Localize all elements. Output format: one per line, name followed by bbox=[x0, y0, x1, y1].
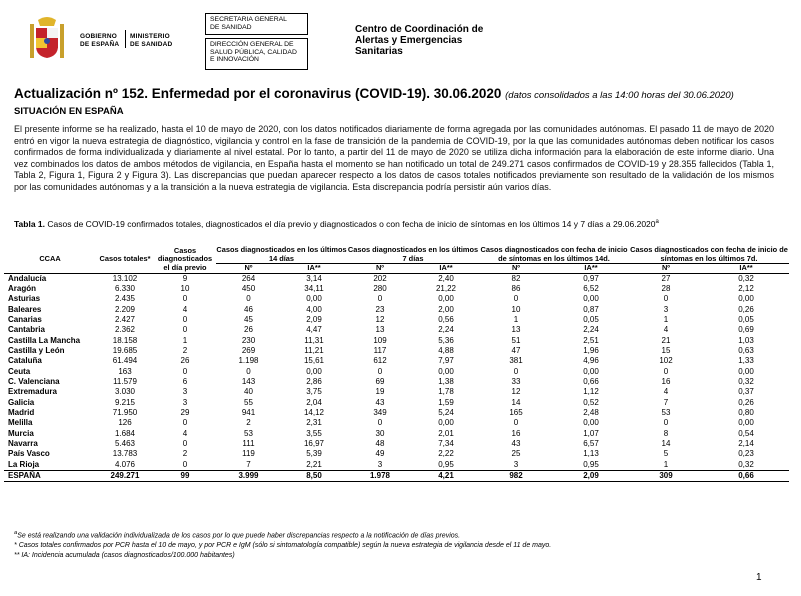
table-row bbox=[4, 294, 789, 304]
direccion-box: DIRECCIÓN GENERAL DE SALUD PÚBLICA, CALIDAD E INNOVACIÓN bbox=[205, 38, 308, 70]
value-cell: 47 bbox=[511, 345, 521, 355]
value-cell: 309 bbox=[629, 471, 703, 482]
intro-paragraph: El presente informe se ha realizado, hasta el 10 de mayo de 2020, con los datos notificados diariamente de forma agregada por las comunidades autónomas. El pasado 11 de mayo de 2020 entró en vigor la nueva estrategia de diagnóstico, vigilancia y control en la fase de transición de la pandemia de COVID-19, por la que las comunidades autónomas deben notificar los casos confirmados de forma individualizada y diariamente al nivel estatal. Por lo tanto, a partir del 11 de mayo de 2020 se utiliza dicha información para la elaboración de este informe diario. Una vez combinados los datos de ambos métodos de vigilancia, en España hasta el momento se han notificado un total de 249.271 casos confirmados de COVID-19 y 28.355 fallecidos (Tabla 1, Tabla 2, Figura 1, Figura 2 y Figura 3). Las discrepancias que puedan aparecer respecto a los datos de casos totales notificados previamente son resultado de la validación de los mismos por las comunidades autónomas y a la transición a la nueva estrategia de vigilancia. Esta discrepancia podría persistir aún varios días. bbox=[14, 124, 774, 192]
value-cell: 9.215 bbox=[114, 397, 136, 407]
table-row bbox=[4, 273, 789, 284]
value-cell: 28 bbox=[661, 283, 671, 293]
value-cell: 12 bbox=[511, 387, 521, 397]
table-row bbox=[4, 346, 789, 356]
value-cell: 202 bbox=[373, 273, 387, 283]
value-cell: 3,55 bbox=[306, 428, 322, 438]
value-cell: 0 bbox=[182, 418, 188, 428]
value-cell: 1 bbox=[663, 314, 669, 324]
footnotes bbox=[14, 528, 551, 561]
value-cell: 0,00 bbox=[583, 294, 599, 304]
value-cell: 43 bbox=[375, 397, 385, 407]
value-cell: 0 bbox=[663, 418, 669, 428]
value-cell: 941 bbox=[241, 407, 256, 417]
value-cell: 49 bbox=[375, 449, 385, 459]
ccaa-cell: Galicia bbox=[8, 397, 35, 407]
value-cell: 14 bbox=[661, 439, 671, 448]
value-cell: 2,31 bbox=[306, 418, 322, 428]
value-cell: 11.579 bbox=[113, 376, 137, 386]
value-cell: 1,13 bbox=[583, 449, 599, 459]
value-cell: 2,14 bbox=[738, 439, 754, 448]
table-row bbox=[4, 418, 789, 428]
ccaa-cell: Baleares bbox=[8, 304, 42, 314]
value-cell: 0 bbox=[182, 314, 188, 324]
ccaa-cell: Ceuta bbox=[8, 366, 31, 376]
table-row bbox=[4, 387, 789, 397]
value-cell: 0,66 bbox=[703, 471, 789, 482]
value-cell: 1 bbox=[513, 314, 519, 324]
value-cell: 5,36 bbox=[438, 335, 454, 345]
ccaa-cell: Murcia bbox=[8, 428, 34, 438]
table-row bbox=[4, 439, 789, 449]
value-cell: 13 bbox=[375, 325, 385, 335]
value-cell: 4.076 bbox=[114, 459, 136, 469]
value-cell: 1,96 bbox=[583, 345, 599, 355]
value-cell: 0,00 bbox=[583, 418, 599, 428]
header-n: Nº bbox=[629, 264, 703, 274]
value-cell: 102 bbox=[659, 356, 673, 366]
government-label: GOBIERNO DE ESPAÑA bbox=[80, 33, 120, 48]
value-cell: 3 bbox=[663, 304, 669, 314]
value-cell: 4,96 bbox=[583, 356, 599, 366]
header-divider bbox=[125, 30, 126, 48]
table-row bbox=[4, 315, 789, 325]
table-row bbox=[4, 460, 789, 471]
value-cell: 0,56 bbox=[438, 314, 454, 324]
ccaa-cell: Canarias bbox=[8, 314, 42, 324]
value-cell: 51 bbox=[511, 335, 521, 345]
value-cell: 109 bbox=[373, 335, 387, 345]
value-cell: 45 bbox=[244, 314, 253, 324]
table-row bbox=[4, 398, 789, 408]
value-cell: 71.950 bbox=[112, 407, 138, 417]
value-cell: 119 bbox=[242, 449, 255, 459]
value-cell: 0,32 bbox=[738, 459, 754, 469]
value-cell: 5 bbox=[663, 449, 669, 459]
value-cell: 4,88 bbox=[438, 345, 454, 355]
value-cell: 0,05 bbox=[738, 314, 754, 324]
value-cell: 0,97 bbox=[583, 273, 599, 283]
value-cell: 0 bbox=[377, 418, 383, 428]
value-cell: 381 bbox=[509, 356, 523, 366]
header-n: Nº bbox=[347, 264, 413, 274]
value-cell: 982 bbox=[479, 471, 553, 482]
value-cell: 269 bbox=[241, 345, 256, 355]
value-cell: 1.198 bbox=[238, 356, 259, 366]
ccaa-cell: Aragón bbox=[8, 283, 36, 293]
document-header bbox=[0, 0, 801, 75]
value-cell: 2.435 bbox=[114, 294, 136, 304]
table-row bbox=[4, 429, 789, 439]
value-cell: 27 bbox=[661, 273, 671, 283]
header-ia: IA** bbox=[281, 264, 347, 274]
value-cell: 3,14 bbox=[306, 273, 322, 283]
value-cell: 13 bbox=[511, 325, 521, 335]
table-row bbox=[4, 305, 789, 315]
header-group-sint-14d: Casos diagnosticados con fecha de inicio de síntomas en los últimos 14d. bbox=[480, 245, 628, 263]
value-cell: 111 bbox=[242, 439, 255, 448]
value-cell: 0 bbox=[663, 294, 669, 304]
ccaa-cell: Castilla La Mancha bbox=[8, 335, 81, 345]
value-cell: 46 bbox=[244, 304, 253, 314]
value-cell: 3 bbox=[182, 387, 188, 397]
header-n: Nº bbox=[479, 264, 553, 274]
coat-of-arms-logo bbox=[22, 14, 72, 64]
footnote: $^a$Se está realizando una validación individualizada de los casos por lo que puede haber discrepancias respecto a la notificación de días previos. bbox=[14, 530, 461, 540]
value-cell: 10 bbox=[511, 304, 521, 314]
value-cell: 163 bbox=[118, 366, 132, 376]
value-cell: 264 bbox=[241, 273, 256, 283]
value-cell: 25 bbox=[511, 449, 521, 459]
value-cell: 33 bbox=[511, 376, 521, 386]
value-cell: 2.362 bbox=[114, 325, 136, 335]
value-cell: 1,38 bbox=[438, 376, 454, 386]
value-cell: 2.209 bbox=[114, 304, 136, 314]
ministry-label: MINISTERIO DE SANIDAD bbox=[130, 33, 173, 48]
value-cell: 2,24 bbox=[583, 325, 599, 335]
value-cell: 61.494 bbox=[112, 356, 138, 366]
value-cell: 40 bbox=[244, 387, 253, 397]
table-row bbox=[4, 325, 789, 335]
value-cell: 1 bbox=[182, 335, 188, 345]
value-cell: 15,61 bbox=[303, 356, 325, 366]
value-cell: 0 bbox=[513, 366, 519, 376]
value-cell: 0,66 bbox=[583, 376, 599, 386]
value-cell: 21 bbox=[661, 335, 671, 345]
value-cell: 0 bbox=[513, 294, 519, 304]
ccaa-cell: Melilla bbox=[8, 418, 33, 428]
value-cell: 10 bbox=[180, 283, 190, 293]
value-cell: 4,21 bbox=[413, 471, 479, 482]
value-cell: 0,00 bbox=[438, 294, 454, 304]
value-cell: 0,00 bbox=[738, 418, 754, 428]
value-cell: 19.685 bbox=[112, 345, 138, 355]
value-cell: 3,75 bbox=[306, 387, 322, 397]
value-cell: 0,95 bbox=[438, 459, 454, 469]
ccaa-cell: C. Valenciana bbox=[8, 376, 60, 386]
value-cell: 0,00 bbox=[738, 294, 754, 304]
value-cell: 2,04 bbox=[306, 397, 322, 407]
header-ia: IA** bbox=[413, 264, 479, 274]
cases-table bbox=[4, 246, 789, 482]
value-cell: 3 bbox=[182, 397, 188, 407]
value-cell: 0,00 bbox=[306, 366, 322, 376]
value-cell: 0 bbox=[246, 366, 251, 376]
value-cell: 3.999 bbox=[216, 471, 281, 482]
value-cell: 0,26 bbox=[738, 304, 754, 314]
value-cell: 19 bbox=[375, 387, 385, 397]
value-cell: 7 bbox=[663, 397, 669, 407]
value-cell: 2,40 bbox=[438, 273, 454, 283]
value-cell: 43 bbox=[511, 439, 521, 448]
value-cell: 2,51 bbox=[583, 335, 599, 345]
value-cell: 2,86 bbox=[306, 376, 322, 386]
value-cell: 6 bbox=[182, 376, 188, 386]
value-cell: 5.463 bbox=[114, 439, 136, 448]
value-cell: 86 bbox=[511, 283, 521, 293]
value-cell: 2 bbox=[182, 449, 188, 459]
page-title: Actualización nº 152. Enfermedad por el coronavirus (COVID-19). 30.06.2020 (datos consolidados a las 14:00 horas del 30.06.2020) bbox=[14, 86, 734, 101]
value-cell: 2.427 bbox=[114, 314, 136, 324]
value-cell: 143 bbox=[241, 376, 256, 386]
value-cell: 2,48 bbox=[583, 407, 599, 417]
value-cell: 117 bbox=[373, 345, 387, 355]
value-cell: 0,54 bbox=[738, 428, 754, 438]
table-row bbox=[4, 449, 789, 459]
value-cell: 126 bbox=[118, 418, 132, 428]
value-cell: 53 bbox=[244, 428, 253, 438]
table-caption: Tabla 1. Casos de COVID-19 confirmados totales, diagnosticados el día previo y diagnosticados o con fecha de inicio de síntomas en los últimos 14 y 7 días a 29.06.2020$^a$ bbox=[14, 219, 659, 229]
value-cell: 4,47 bbox=[306, 325, 322, 335]
value-cell: 18.158 bbox=[112, 335, 138, 345]
value-cell: 0 bbox=[513, 418, 519, 428]
value-cell: 5,24 bbox=[438, 407, 454, 417]
ccaa-cell: Andalucía bbox=[8, 273, 47, 283]
value-cell: 0 bbox=[182, 459, 188, 469]
ccaa-cell: La Rioja bbox=[8, 459, 40, 469]
value-cell: 4 bbox=[182, 428, 188, 438]
value-cell: 11,21 bbox=[304, 345, 324, 355]
ccaa-cell: Cantabria bbox=[8, 325, 45, 335]
value-cell: 21,22 bbox=[435, 283, 457, 293]
value-cell: 53 bbox=[661, 407, 671, 417]
value-cell: 2,24 bbox=[438, 325, 454, 335]
title-subtitle: (datos consolidados a las 14:00 horas del 30.06.2020) bbox=[505, 90, 734, 101]
value-cell: 8 bbox=[663, 428, 669, 438]
value-cell: 15 bbox=[661, 345, 671, 355]
header-group-sint-7d: Casos diagnosticados con fecha de inicio de síntomas en los últimos 7d. bbox=[630, 245, 788, 263]
value-cell: 0,00 bbox=[438, 418, 454, 428]
value-cell: 55 bbox=[244, 397, 253, 407]
value-cell: 11,31 bbox=[304, 335, 324, 345]
ccaa-cell: Madrid bbox=[8, 407, 35, 417]
value-cell: 34,11 bbox=[304, 283, 324, 293]
value-cell: 2,00 bbox=[438, 304, 454, 314]
value-cell: 230 bbox=[241, 335, 256, 345]
value-cell: 1,12 bbox=[583, 387, 599, 397]
value-cell: 23 bbox=[375, 304, 385, 314]
value-cell: 4 bbox=[663, 325, 669, 335]
value-cell: 2,01 bbox=[438, 428, 454, 438]
ccaes-label: Centro de Coordinación de Alertas y Emergencias Sanitarias bbox=[355, 24, 484, 57]
value-cell: 280 bbox=[373, 283, 387, 293]
section-heading: SITUACIÓN EN ESPAÑA bbox=[14, 106, 124, 117]
table-row bbox=[4, 356, 789, 366]
value-cell: 0,32 bbox=[738, 273, 754, 283]
value-cell: 4,00 bbox=[306, 304, 322, 314]
value-cell: 0,87 bbox=[583, 304, 599, 314]
table-body bbox=[4, 273, 789, 482]
value-cell: 0,63 bbox=[738, 345, 754, 355]
value-cell: 0 bbox=[182, 294, 188, 304]
value-cell: 0,52 bbox=[583, 397, 599, 407]
value-cell: 1 bbox=[663, 459, 669, 469]
ccaa-cell: Extremadura bbox=[8, 387, 57, 397]
value-cell: 1.978 bbox=[347, 471, 413, 482]
value-cell: 0 bbox=[246, 294, 251, 304]
ccaa-cell: País Vasco bbox=[8, 449, 50, 459]
value-cell: 16 bbox=[511, 428, 521, 438]
header-n: Nº bbox=[216, 264, 281, 274]
value-cell: 0,69 bbox=[738, 325, 754, 335]
value-cell: 0,80 bbox=[738, 407, 754, 417]
ccaa-cell: Castilla y León bbox=[8, 345, 65, 355]
value-cell: 30 bbox=[375, 428, 385, 438]
value-cell: 69 bbox=[375, 376, 385, 386]
value-cell: 0 bbox=[377, 294, 383, 304]
value-cell: 1,03 bbox=[738, 335, 754, 345]
value-cell: 29 bbox=[180, 407, 190, 417]
table-row bbox=[4, 367, 789, 377]
value-cell: 26 bbox=[180, 356, 190, 366]
value-cell: 8,50 bbox=[281, 471, 347, 482]
value-cell: 6.330 bbox=[114, 283, 136, 293]
footnote: ** IA: Incidencia acumulada (casos diagnosticados/100.000 habitantes) bbox=[14, 552, 235, 560]
value-cell: 0,23 bbox=[738, 449, 754, 459]
value-cell: 16,97 bbox=[303, 439, 325, 448]
value-cell: 14 bbox=[511, 397, 521, 407]
value-cell: 0,95 bbox=[583, 459, 599, 469]
value-cell: 4 bbox=[182, 304, 188, 314]
value-cell: 450 bbox=[241, 283, 256, 293]
value-cell: 1,33 bbox=[738, 356, 754, 366]
value-cell: 9 bbox=[182, 273, 188, 283]
value-cell: 0,05 bbox=[583, 314, 599, 324]
value-cell: 0,00 bbox=[738, 366, 754, 376]
ccaa-cell: Asturias bbox=[8, 294, 41, 304]
value-cell: 7,97 bbox=[438, 356, 454, 366]
footnote: * Casos totales confirmados por PCR hasta el 10 de mayo, y por PCR e IgM (sólo si sintomatología compatible) según la nueva estrategia de vigilancia desde el 11 de mayo. bbox=[14, 542, 552, 550]
value-cell: 82 bbox=[511, 273, 521, 283]
value-cell: 6,57 bbox=[583, 439, 599, 448]
value-cell: 48 bbox=[375, 439, 385, 448]
secretaria-box: SECRETARIA GENERAL DE SANIDAD bbox=[205, 13, 308, 35]
value-cell: 3 bbox=[513, 459, 519, 469]
value-cell: 0 bbox=[182, 325, 188, 335]
header-ccaa: CCAA bbox=[4, 246, 96, 273]
table-row bbox=[4, 408, 789, 418]
value-cell: 2,09 bbox=[306, 314, 322, 324]
value-cell: 99 bbox=[154, 471, 216, 482]
value-cell: 7,34 bbox=[438, 439, 454, 448]
value-cell: 0,00 bbox=[438, 366, 454, 376]
header-ia: IA** bbox=[553, 264, 629, 274]
table-row bbox=[4, 377, 789, 387]
ccaa-cell: Cataluña bbox=[8, 356, 42, 366]
value-cell: 1,07 bbox=[583, 428, 599, 438]
value-cell: 3 bbox=[377, 459, 383, 469]
value-cell: 612 bbox=[373, 356, 387, 366]
value-cell: 0 bbox=[182, 366, 188, 376]
value-cell: 0 bbox=[377, 366, 383, 376]
table-total-row bbox=[4, 471, 789, 482]
value-cell: 0,26 bbox=[738, 397, 754, 407]
value-cell: 1,78 bbox=[438, 387, 454, 397]
value-cell: 26 bbox=[244, 325, 253, 335]
table-row bbox=[4, 336, 789, 346]
value-cell: 2,09 bbox=[553, 471, 629, 482]
value-cell: 2 bbox=[182, 345, 188, 355]
value-cell: 12 bbox=[375, 314, 385, 324]
value-cell: 5,39 bbox=[306, 449, 322, 459]
value-cell: 3.030 bbox=[114, 387, 136, 397]
value-cell: 6,52 bbox=[583, 283, 599, 293]
value-cell: 0 bbox=[182, 439, 188, 448]
page-number: 1 bbox=[756, 572, 762, 583]
value-cell: 1,59 bbox=[438, 397, 454, 407]
value-cell: 2 bbox=[246, 418, 251, 428]
value-cell: 16 bbox=[661, 376, 671, 386]
value-cell: 2,22 bbox=[438, 449, 454, 459]
value-cell: 0 bbox=[663, 366, 669, 376]
header-group-7d: Casos diagnosticados en los últimos 7 días bbox=[347, 245, 479, 263]
value-cell: 13.783 bbox=[112, 449, 138, 459]
ccaa-cell: ESPAÑA bbox=[4, 471, 96, 482]
value-cell: 349 bbox=[373, 407, 387, 417]
value-cell: 0,00 bbox=[306, 294, 322, 304]
header-group-14d: Casos diagnosticados en los últimos 14 días bbox=[216, 245, 347, 263]
value-cell: 165 bbox=[509, 407, 523, 417]
value-cell: 4 bbox=[663, 387, 669, 397]
header-ia: IA** bbox=[703, 264, 789, 274]
value-cell: 1.684 bbox=[114, 428, 136, 438]
value-cell: 7 bbox=[246, 459, 251, 469]
header-totales: Casos totales* bbox=[96, 246, 154, 273]
value-cell: 2,21 bbox=[306, 459, 322, 469]
value-cell: 2,12 bbox=[738, 283, 754, 293]
value-cell: 0,00 bbox=[583, 366, 599, 376]
value-cell: 249.271 bbox=[96, 471, 154, 482]
ccaa-cell: Navarra bbox=[8, 439, 38, 448]
value-cell: 13.102 bbox=[112, 273, 138, 283]
value-cell: 0,37 bbox=[738, 387, 754, 397]
table-row bbox=[4, 284, 789, 294]
value-cell: 0,32 bbox=[738, 376, 754, 386]
header-previo: Casos diagnosticados el día previo bbox=[154, 246, 216, 273]
value-cell: 14,12 bbox=[303, 407, 325, 417]
